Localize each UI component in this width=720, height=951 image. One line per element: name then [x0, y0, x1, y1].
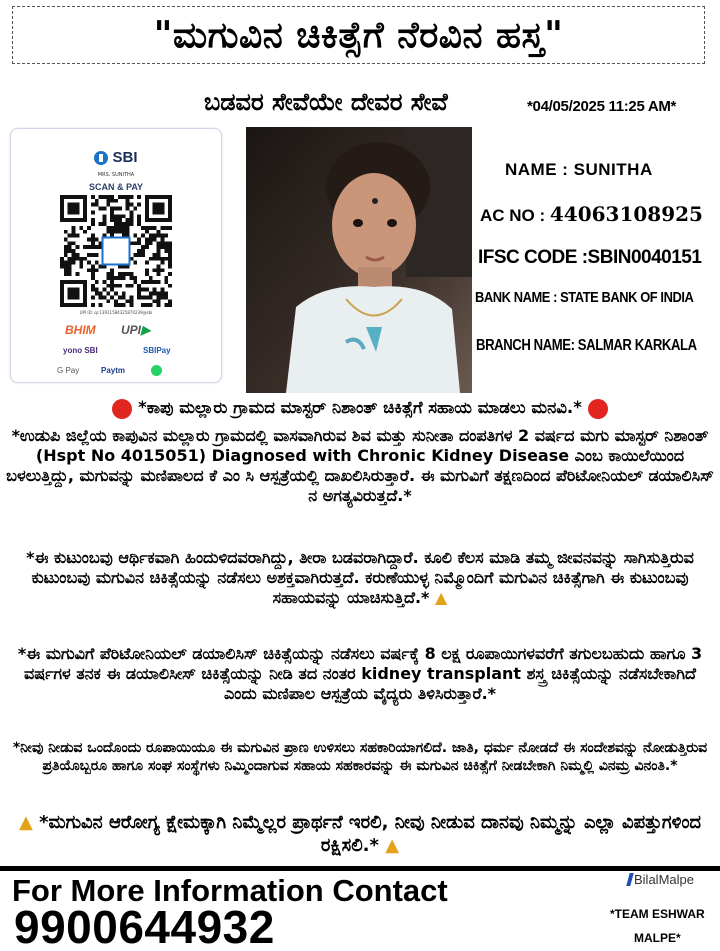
page-title: "ಮಗುವಿನ ಚಿಕಿತ್ಸೆಗೆ ನೆರವಿನ ಹಸ್ತ" — [153, 13, 564, 56]
subtitle: ಬಡವರ ಸೇವೆಯೇ ದೇವರ ಸೇವೆ — [204, 88, 448, 116]
sbi-qr-card — [10, 128, 222, 383]
appeal-heading: *ಕಾಪು ಮಲ್ಲಾರು ಗ್ರಾಮದ ಮಾಸ್ಟರ್ ನಿಶಾಂತ್ ಚಿಕಿತ್ಸೆಗೆ ಸಹಾಯ ಮಾಡಲು ಮನವಿ.* — [0, 398, 720, 419]
qr-payee-name: MRS. SUNITHA — [97, 172, 135, 178]
title-banner — [12, 6, 705, 64]
branch-name: BRANCH NAME: SALMAR KARKALA — [476, 337, 697, 354]
team-name-line-2: MALPE* — [634, 931, 681, 945]
upi-id: UPI ID: qr.13911584325870239@sbi — [79, 310, 153, 315]
whatsapp-pay-icon — [151, 365, 162, 376]
folded-hands-icon: ▲ — [18, 812, 33, 833]
appeal-paragraph-2: *ಈ ಕುಟುಂಬವು ಆರ್ಥಿಕವಾಗಿ ಹಿಂದುಳಿದವರಾಗಿದ್ದು, ತೀರಾ ಬಡವರಾಗಿದ್ದಾರೆ. ಕೂಲಿ ಕೆಲಸ ಮಾಡಿ ತಮ್ಮ ಜೀವನವನ್ನು ಸಾಗಿಸುತ್ತಿರುವ ಕುಟುಂಬವು ಮಗುವಿನ ಚಿಕಿತ್ಸೆಯನ್ನು ನಡೆಸಲು ಅಶಕ್ತವಾಗಿರುತ್ತದೆ. ಕರುಣೆಯುಳ್ಳ ನಿಮ್ಮೊಂದಿಗೆ ಮಗುವಿನ ಚಿಕಿತ್ಸೆಗಾಗಿ ಈ ಕುಟುಂಬವು ಸಹಾಯವನ್ನು ಯಾಚಿಸುತ್ತಿದೆ.* ▲ — [26, 548, 694, 607]
red-circle-icon — [588, 399, 608, 419]
logo-slash-icon — [626, 873, 633, 886]
team-credit — [594, 868, 714, 948]
child-photo — [246, 127, 472, 393]
account-number: AC NO : 44063108925 — [480, 202, 703, 226]
sbi-brand — [11, 149, 221, 166]
folded-hands-icon: ▲ — [385, 834, 400, 856]
sbi-logo-text: SBI — [112, 149, 138, 166]
ifsc-code: IFSC CODE :SBIN0040151 — [478, 247, 702, 268]
paytm-logo: Paytm — [101, 366, 126, 375]
qr-code-icon[interactable] — [57, 195, 175, 307]
bank-name: BANK NAME : STATE BANK OF INDIA — [475, 289, 694, 306]
gpay-logo: G Pay — [57, 366, 80, 375]
contact-phone[interactable]: 9900644932 — [14, 901, 275, 951]
yono-logo: yono SBI — [63, 346, 98, 355]
appeal-paragraph-3: *ಈ ಮಗುವಿಗೆ ಪೆರಿಟೋನಿಯಲ್ ಡಯಾಲಿಸಿಸ್ ಚಿಕಿತ್ಸೆಯನ್ನು ನಡೆಸಲು ವರ್ಷಕ್ಕೆ 8 ಲಕ್ಷ ರೂಪಾಯಿಗಳವರೆಗೆ ತಗುಲಬಹುದು ಹಾಗೂ 3 ವರ್ಷಗಳ ತನಕ ಈ ಡಯಾಲಿಸೀಸ್ ಚಿಕಿತ್ಸೆಯನ್ನು ನೀಡಿ ತದ ನಂತರ kidney transplant ಶಸ್ತ್ರ ಚಿಕಿತ್ಸೆಯನ್ನು ನಡೆಸಬೇಕಾಗಿದೆ ಎಂದು ಮಣಿಪಾಲ ಆಸ್ಪತ್ರೆಯ ವೈದ್ಯರು ತಿಳಿಸಿರುತ್ತಾರೆ.* — [17, 644, 703, 703]
account-holder-name: NAME : SUNITHA — [505, 160, 653, 179]
appeal-blessing: ▲ *ಮಗುವಿನ ಆರೋಗ್ಯ ಕ್ಷೇಮಕ್ಕಾಗಿ ನಿಮ್ಮೆಲ್ಲರ ಪ್ರಾರ್ಥನೆ ಇರಲಿ, ನೀವು ನೀಡುವ ದಾನವು ನಿಮ್ಮನ್ನು ಎಲ್ಲಾ ವಿಪತ್ತುಗಳಿಂದ ರಕ್ಷಿಸಲಿ.* ▲ — [18, 812, 702, 856]
contact-title: For More Information Contact — [12, 873, 448, 908]
folded-hands-icon: ▲ — [435, 588, 448, 607]
upi-logo: UPI▶ — [121, 323, 151, 337]
red-circle-icon — [112, 399, 132, 419]
date-time: *04/05/2025 11:25 AM* — [527, 98, 677, 115]
sbipay-logo: SBIPay — [143, 346, 171, 355]
account-number-value: 44063108925 — [549, 202, 703, 226]
sbi-logo-icon — [94, 151, 108, 165]
team-name-line-1: *TEAM ESHWAR — [610, 907, 705, 921]
team-logo: BilalMalpe — [628, 872, 694, 887]
appeal-paragraph-1: *ಉಡುಪಿ ಜಿಲ್ಲೆಯ ಕಾಪುವಿನ ಮಲ್ಲಾರು ಗ್ರಾಮದಲ್ಲಿ ವಾಸವಾಗಿರುವ ಶಿವ ಮತ್ತು ಸುನೀತಾ ದಂಪತಿಗಳ 2 ವರ್ಷದ ಮಗು ಮಾಸ್ಟರ್ ನಿಶಾಂತ್ (Hspt No 4015051) Diagnosed with Chronic Kidney Disease ಎಂಬ ಕಾಯಿಲೆಯಿಂದ ಬಳಲುತ್ತಿದ್ದು, ಮಗುವನ್ನು ಮಣಿಪಾಲದ ಕೆ ಎಂ ಸಿ ಆಸ್ಪತ್ರೆಯಲ್ಲಿ ದಾಖಲಿಸಿರುತ್ತಾರೆ. ಈ ಮಗುವಿಗೆ ತಕ್ಷಣದಿಂದ ಪೆರಿಟೋನಿಯಲ್ ಡಯಾಲಿಸಿಸ್ ನ ಅಗತ್ಯವಿರುತ್ತದೆ.* — [6, 426, 714, 505]
scan-pay-label: SCAN & PAY — [88, 182, 143, 192]
bhim-logo: BHIM — [65, 323, 96, 337]
appeal-paragraph-4: *ನೀವು ನೀಡುವ ಒಂದೊಂದು ರೂಪಾಯಿಯೂ ಈ ಮಗುವಿನ ಪ್ರಾಣ ಉಳಿಸಲು ಸಹಕಾರಿಯಾಗಲಿದೆ. ಜಾತಿ, ಧರ್ಮ ನೋಡದೆ ಈ ಸಂದೇಶವನ್ನು ನೋಡುತ್ತಿರುವ ಪ್ರತಿಯೊಬ್ಬರೂ ಹಾಗೂ ಸಂಘ ಸಂಸ್ಥೆಗಳು ನಿಮ್ಮಿಂದಾಗುವ ಸಹಾಯ ಸಹಕಾರವನ್ನು ಈ ಮಗುವಿನ ಚಿಕಿತ್ಸೆಗೆ ನೀಡಬೇಕಾಗಿ ನಿಮ್ಮಲ್ಲಿ ವಿನಮ್ರ ವಿನಂತಿ.* — [12, 740, 708, 774]
